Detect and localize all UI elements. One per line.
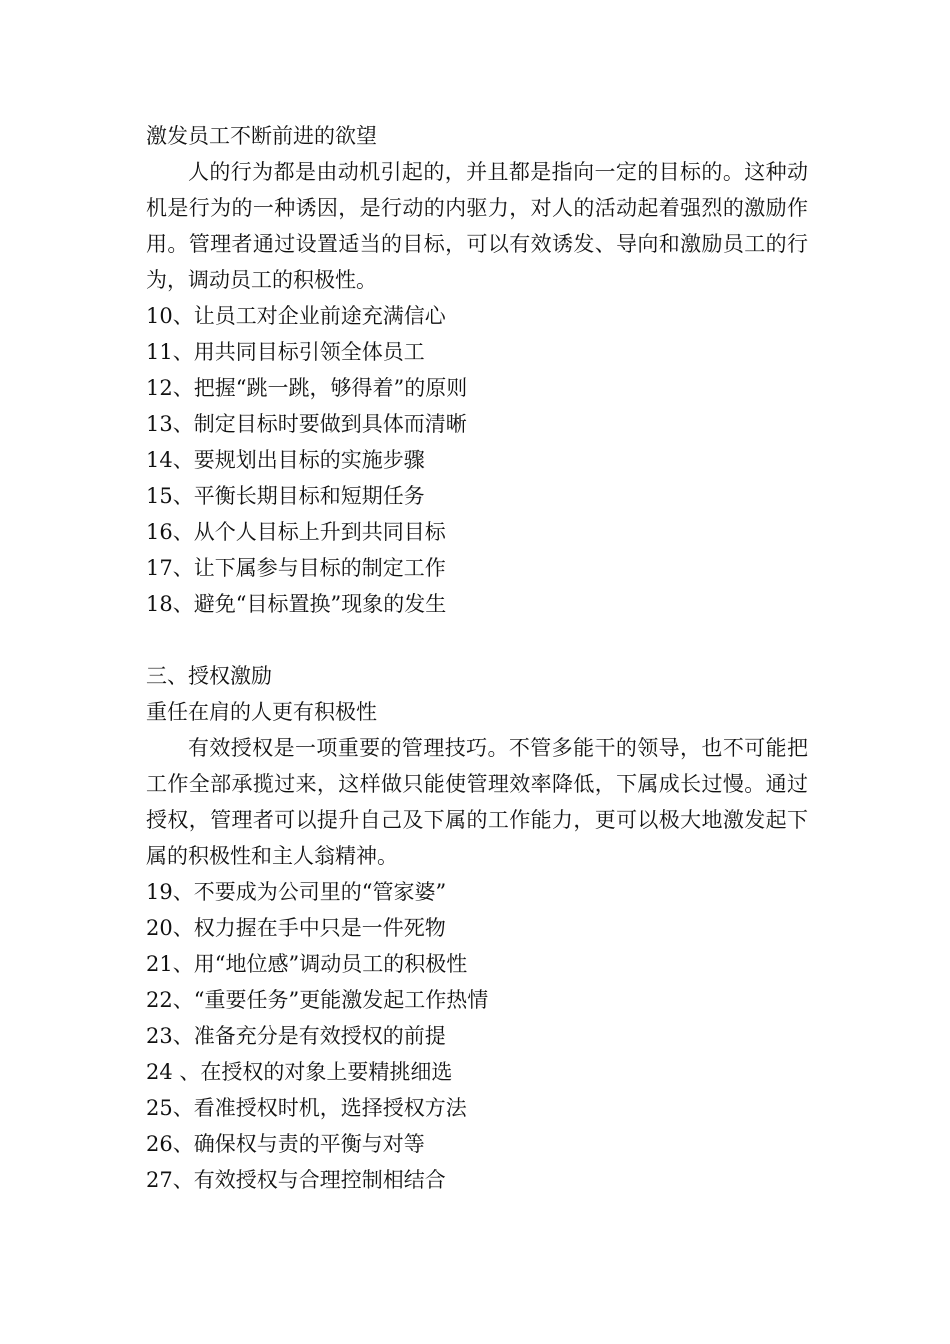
list-item: 17、让下属参与目标的制定工作: [146, 556, 446, 580]
list-item: 24 、在授权的对象上要精挑细选: [146, 1060, 453, 1084]
list-item: 15、平衡长期目标和短期任务: [146, 484, 425, 508]
list-item: 27、有效授权与合理控制相结合: [146, 1168, 446, 1192]
list-item: 22、“重要任务”更能激发起工作热情: [146, 988, 489, 1012]
section-heading: 三、授权激励: [146, 664, 272, 688]
list-item: 19、不要成为公司里的“管家婆”: [146, 880, 447, 904]
list-item: 10、让员工对企业前途充满信心: [146, 304, 446, 328]
list-item: 18、避免“目标置换”现象的发生: [146, 592, 447, 616]
section-subtitle: 激发员工不断前进的欲望: [146, 124, 377, 148]
list-item: 13、制定目标时要做到具体而清晰: [146, 412, 467, 436]
list-item: 11、用共同目标引领全体员工: [146, 340, 425, 364]
list-item: 26、确保权与责的平衡与对等: [146, 1132, 425, 1156]
list-item: 23、准备充分是有效授权的前提: [146, 1024, 446, 1048]
document-page: [146, 118, 808, 1198]
list-item: 12、把握“跳一跳，够得着”的原则: [146, 376, 468, 400]
list-item: 20、权力握在手中只是一件死物: [146, 916, 446, 940]
list-item: 25、看准授权时机，选择授权方法: [146, 1096, 467, 1120]
section-paragraph: 有效授权是一项重要的管理技巧。不管多能干的领导，也不可能把工作全部承揽过来，这样做只能使管理效率降低，下属成长过慢。通过授权，管理者可以提升自己及下属的工作能力，更可以极大地激发起下属的积极性和主人翁精神。: [146, 736, 808, 868]
section-subtitle: 重任在肩的人更有积极性: [146, 700, 377, 724]
section-paragraph: 人的行为都是由动机引起的，并且都是指向一定的目标的。这种动机是行为的一种诱因，是行动的内驱力，对人的活动起着强烈的激励作用。管理者通过设置适当的目标，可以有效诱发、导向和激励员工的行为，调动员工的积极性。: [146, 160, 808, 292]
list-item: 14、要规划出目标的实施步骤: [146, 448, 425, 472]
list-item: 16、从个人目标上升到共同目标: [146, 520, 446, 544]
blank-line: [146, 622, 808, 658]
list-item: 21、用“地位感”调动员工的积极性: [146, 952, 468, 976]
